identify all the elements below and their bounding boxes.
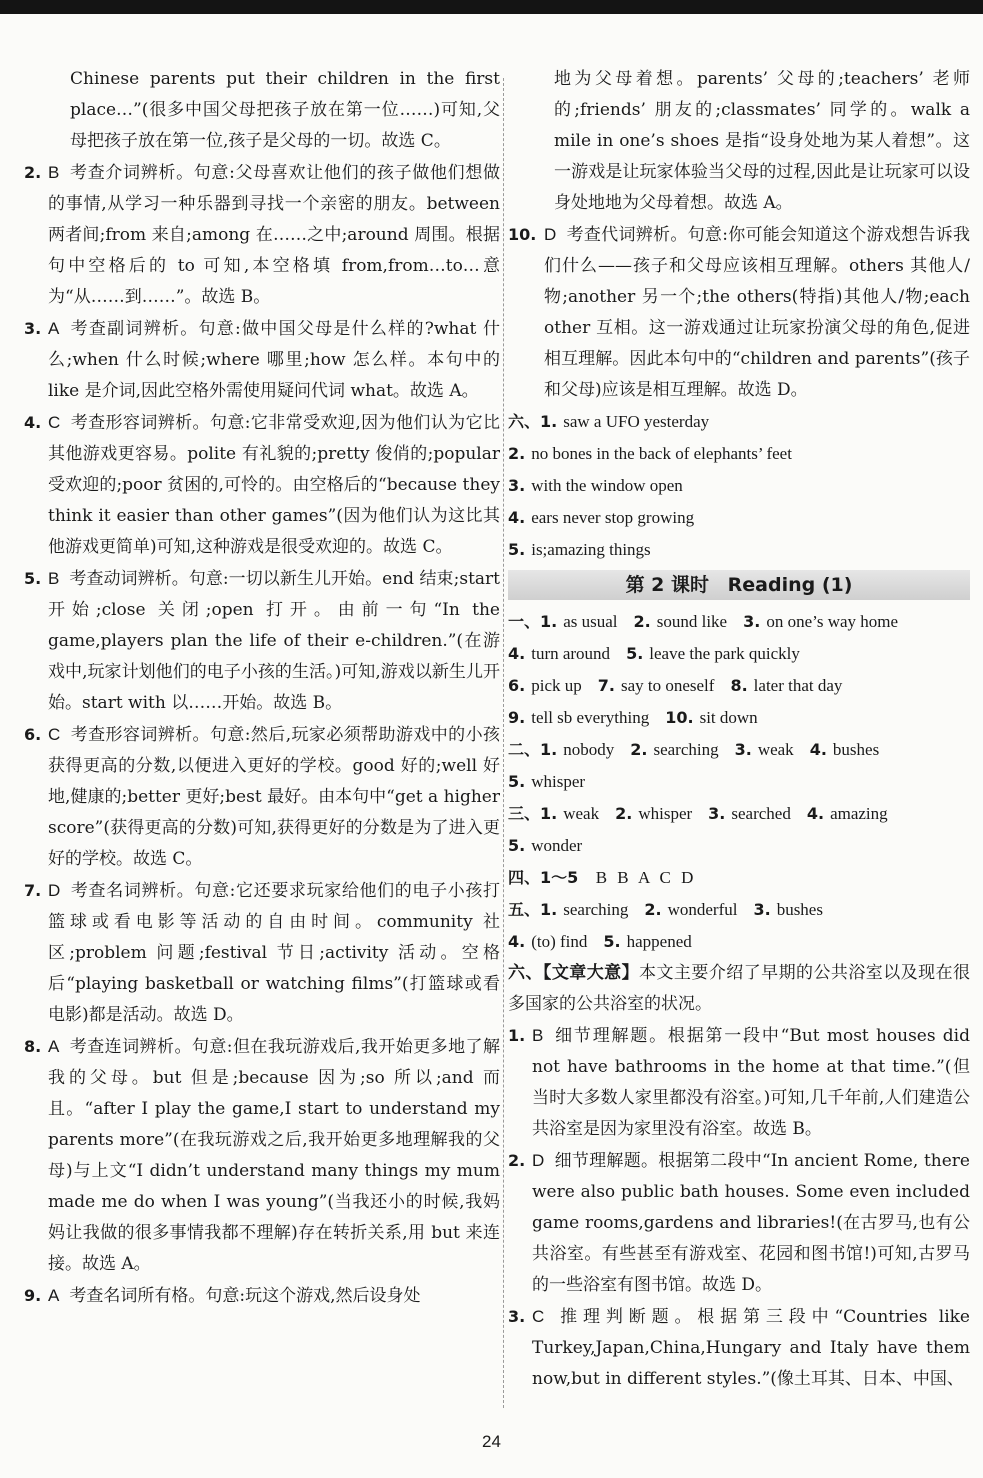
- summary-text: 本文主要介绍了早期的公共浴室以及现在很多国家的公共浴室的状况。: [508, 963, 971, 1014]
- row-value: sound like: [656, 612, 728, 631]
- answer-item: [24, 563, 500, 719]
- item-number: 7.: [24, 881, 42, 900]
- answer-item: [24, 1280, 500, 1312]
- answer-item: [508, 1020, 970, 1145]
- answer-row: [508, 734, 970, 766]
- item-body: [24, 1280, 500, 1312]
- row-number: 2.: [615, 804, 633, 823]
- answer-item: [24, 157, 500, 313]
- item-text: 地为父母着想。parents’ 父母的;teachers’ 老师的;friends’ 朋友的;classmates’ 同学的。walk a mile in one’s shoes 是指“设身处地为某人着想”。这一游戏是让玩家体验当父母的过程,因此是让玩家可以设身处地地为父母着想。故选 A。: [554, 69, 970, 213]
- row-value: nobody: [563, 740, 615, 759]
- row-number: 1.: [540, 612, 558, 631]
- row-number: 5.: [508, 836, 526, 855]
- answer-item: [24, 875, 500, 1031]
- section-label: 六、: [508, 412, 541, 431]
- item-number: 3.: [508, 1307, 526, 1326]
- section-label: 一、: [508, 612, 541, 631]
- item-text: 考查形容词辨析。句意:它非常受欢迎,因为他们认为它比其他游戏更容易。polite 有礼貌的;pretty 俊俏的;popular 受欢迎的;poor 贫困的,可怜的。由空格后的“because they think it easier than other games”(因为他们认为这比其他游戏更简单)可知,这种游戏是很受欢迎的。故选 C。: [48, 413, 500, 557]
- answer-item: [508, 1145, 970, 1301]
- row-number: 3.: [708, 804, 726, 823]
- row-value: weak: [563, 804, 600, 823]
- row-value: searching: [563, 900, 629, 919]
- item-answer: B: [532, 1026, 544, 1045]
- row-number: 2.: [630, 740, 648, 759]
- item-body: [24, 407, 500, 563]
- answer-row: [508, 830, 970, 862]
- item-body: [24, 157, 500, 313]
- answer-row: [508, 638, 970, 670]
- page-number: 24: [482, 1432, 501, 1451]
- row-number: 5.: [508, 540, 526, 559]
- item-number: 2.: [508, 1151, 526, 1170]
- item-text: 考查连词辨析。句意:但在我玩游戏后,我开始更多地了解我的父母。but 但是;because 因为;so 所以;and 而且。“after I play the game,I start to understand my parents more”(在我玩游戏之后,我开始更多地理解我的父母)与上文“I didn’t understand many things my mum made me do when I was young”(当我还小的时候,我妈妈让我做的很多事情我都不理解)存在转折关系,用 but 来连接。故选 A。: [48, 1037, 500, 1274]
- row-value: turn around: [531, 644, 611, 663]
- item-body: [24, 875, 500, 1031]
- section-one-answers: [508, 606, 970, 734]
- answer-item: [508, 64, 970, 219]
- row-number: 7.: [597, 676, 615, 695]
- row-number: 3.: [743, 612, 761, 631]
- row-value: bushes: [776, 900, 823, 919]
- row-number: 3.: [753, 900, 771, 919]
- item-body: [24, 1031, 500, 1280]
- lesson-title-part1: 第 2 课时: [625, 574, 710, 596]
- row-number: 4.: [508, 644, 526, 663]
- right-answer-items: [508, 64, 970, 406]
- row-value: no bones in the back of elephants’ feet: [531, 444, 792, 463]
- row-value: searched: [731, 804, 791, 823]
- row-value: leave the park quickly: [649, 644, 800, 663]
- row-number: 9.: [508, 708, 526, 727]
- item-body: [24, 64, 500, 157]
- item-text: 细节理解题。根据第一段中“But most houses did not have bathrooms in the home at that time.”(但当时大多数人家里都没有浴室。)可知,几千年前,人们建造公共浴室是因为家里没有浴室。故选 B。: [532, 1026, 970, 1139]
- row-value: happened: [626, 932, 692, 951]
- answer-item: [24, 313, 500, 407]
- answer-row: [508, 438, 970, 470]
- item-text: 考查形容词辨析。句意:然后,玩家必须帮助游戏中的小孩获得更高的分数,以便进入更好的学校。good 好的;well 好地,健康的;better 更好;best 最好。由本句中“get a higher score”(获得更高的分数)可知,获得更好的分数是为了进入更好的学校。故选 C。: [48, 725, 500, 869]
- item-text: 细节理解题。根据第二段中“In ancient Rome, there were also public bath houses. Some even included game rooms,gardens and libraries!(在古罗马,也有公共浴室。有些甚至有游戏室、花园和图书馆!)可知,古罗马的一些浴室有图书馆。故选 D。: [532, 1151, 970, 1295]
- section-six-b-label: 六、: [508, 963, 543, 983]
- section-six-b-items: [508, 1020, 970, 1395]
- section-four-answers: [508, 862, 970, 894]
- answer-row: [508, 798, 970, 830]
- row-value: wonderful: [667, 900, 738, 919]
- item-body: [508, 1145, 970, 1301]
- item-body: [24, 313, 500, 407]
- row-value: later that day: [753, 676, 843, 695]
- item-answer: D: [48, 881, 61, 900]
- item-number: 6.: [24, 725, 42, 744]
- item-answer: D: [532, 1151, 545, 1170]
- item-answer: A: [48, 1286, 60, 1305]
- row-number: 5.: [603, 932, 621, 951]
- row-value: whisper: [638, 804, 693, 823]
- row-value: with the window open: [531, 476, 683, 495]
- answer-row: [508, 926, 970, 958]
- answer-row: [508, 606, 970, 638]
- row-value: bushes: [832, 740, 880, 759]
- item-number: 4.: [24, 413, 42, 432]
- item-answer: A: [48, 1037, 60, 1056]
- row-value: weak: [757, 740, 794, 759]
- lesson-title-part2: Reading (1): [727, 574, 853, 596]
- item-number: 10.: [508, 225, 537, 244]
- summary-tag: 【文章大意】: [542, 963, 640, 983]
- answer-item: [24, 1031, 500, 1280]
- item-body: [508, 1020, 970, 1145]
- answer-item: [508, 1301, 970, 1395]
- item-text: 考查代词辨析。句意:你可能会知道这个游戏想告诉我们什么——孩子和父母应该相互理解。others 其他人/物;another 另一个;the others(特指)其他人/物;each other 互相。这一游戏通过让玩家扮演父母的角色,促进相互理解。因此本句中的“children and parents”(孩子和父母)应该是相互理解。故选 D。: [544, 225, 970, 400]
- item-answer: C: [532, 1307, 545, 1326]
- answer-item: [24, 719, 500, 875]
- row-number: 5.: [626, 644, 644, 663]
- item-body: [508, 64, 970, 219]
- left-column: [24, 64, 500, 1312]
- item-text: 推理判断题。根据第三段中“Countries like Turkey,Japan,China,Hungary and Italy have them now,but in different styles.”(像土耳其、日本、中国、: [532, 1307, 970, 1389]
- item-number: 3.: [24, 319, 42, 338]
- section-four-values: B B A C D: [595, 868, 697, 887]
- item-number: 8.: [24, 1037, 42, 1056]
- item-answer: B: [48, 569, 60, 588]
- item-answer: C: [48, 413, 61, 432]
- row-value: sit down: [699, 708, 758, 727]
- row-number: 6.: [508, 676, 526, 695]
- item-number: 5.: [24, 569, 42, 588]
- row-value: tell sb everything: [531, 708, 650, 727]
- answer-row: [508, 470, 970, 502]
- row-value: ears never stop growing: [531, 508, 695, 527]
- section-label: 五、: [508, 900, 541, 919]
- answer-row: [508, 670, 970, 702]
- section-three-answers: [508, 798, 970, 862]
- row-number: 3.: [508, 476, 526, 495]
- section-four-range: 1～5: [540, 868, 579, 887]
- row-number: 10.: [665, 708, 694, 727]
- row-value: (to) find: [531, 932, 588, 951]
- row-number: 2.: [644, 900, 662, 919]
- row-number: 1.: [540, 900, 558, 919]
- item-text: 考查副词辨析。句意:做中国父母是什么样的?what 什么;when 什么时候;where 哪里;how 怎么样。本句中的 like 是介词,因此空格外需使用疑问代词 what。故选 A。: [48, 319, 500, 401]
- row-value: as usual: [563, 612, 618, 631]
- section-four-label: 四、: [508, 868, 541, 887]
- item-body: [24, 719, 500, 875]
- item-number: 2.: [24, 163, 42, 182]
- answer-row: [508, 502, 970, 534]
- section-five-answers: [508, 894, 970, 958]
- item-body: [24, 563, 500, 719]
- row-number: 4.: [508, 508, 526, 527]
- section-six-summary: [508, 958, 970, 1020]
- row-value: whisper: [531, 772, 586, 791]
- row-value: pick up: [531, 676, 582, 695]
- row-number: 5.: [508, 772, 526, 791]
- item-answer: B: [48, 163, 60, 182]
- right-column: [508, 64, 970, 1395]
- item-text: 考查名词辨析。句意:它还要求玩家给他们的电子小孩打篮球或看电影等活动的自由时间。community 社区;problem 问题;festival 节日;activity 活动。空格后“playing basketball or watching films”(打篮球或看电影)都是活动。故选 D。: [48, 881, 500, 1025]
- item-text: 考查名词所有格。句意:玩这个游戏,然后设身处: [69, 1286, 421, 1306]
- answer-row: [508, 894, 970, 926]
- row-number: 8.: [730, 676, 748, 695]
- item-text: Chinese parents put their children in the first place…”(很多中国父母把孩子放在第一位……)可知,父母把孩子放在第一位,孩子是父母的一切。故选 C。: [70, 69, 500, 151]
- row-value: searching: [653, 740, 719, 759]
- answer-item: [508, 219, 970, 406]
- row-number: 1.: [540, 412, 558, 431]
- section-six-answers: [508, 406, 970, 566]
- item-number: 1.: [508, 1026, 526, 1045]
- row-value: is;amazing things: [531, 540, 651, 559]
- item-body: [508, 219, 970, 406]
- column-divider: [503, 78, 504, 1408]
- row-number: 4.: [806, 804, 825, 823]
- section-label: 二、: [508, 740, 541, 759]
- row-value: on one’s way home: [766, 612, 899, 631]
- row-value: wonder: [531, 836, 583, 855]
- row-number: 3.: [734, 740, 752, 759]
- answer-row: [508, 406, 970, 438]
- answer-row: [508, 702, 970, 734]
- item-answer: D: [544, 225, 557, 244]
- item-text: 考查介词辨析。句意:父母喜欢让他们的孩子做他们想做的事情,从学习一种乐器到寻找一个亲密的朋友。between 两者间;from 来自;among 在……之中;around 周围。根据句中空格后的 to 可知,本空格填 from,from…to…意为“从……到……”。故选 B。: [48, 163, 500, 307]
- row-number: 4.: [508, 932, 526, 951]
- answer-item: [24, 64, 500, 157]
- item-text: 考查动词辨析。句意:一切以新生儿开始。end 结束;start 开始;close 关闭;open 打开。由前一句“In the game,players plan the life of their e-children.”(在游戏中,玩家计划他们的电子小孩的生活。)可知,游戏以新生儿开始。start with 以……开始。故选 B。: [48, 569, 500, 713]
- section-two-answers: [508, 734, 970, 798]
- answer-row: [508, 766, 970, 798]
- row-number: 2.: [633, 612, 651, 631]
- item-answer: A: [48, 319, 60, 338]
- row-value: say to oneself: [620, 676, 715, 695]
- answer-row: [508, 534, 970, 566]
- row-value: amazing: [830, 804, 888, 823]
- item-answer: C: [48, 725, 61, 744]
- top-edge-bar: [0, 0, 983, 14]
- answer-item: [24, 407, 500, 563]
- section-label: 三、: [508, 804, 541, 823]
- item-number: 9.: [24, 1286, 42, 1305]
- row-number: 2.: [508, 444, 526, 463]
- row-number: 4.: [809, 740, 827, 759]
- row-number: 1.: [540, 804, 558, 823]
- lesson-title: [508, 570, 970, 600]
- row-value: saw a UFO yesterday: [563, 412, 710, 431]
- item-body: [508, 1301, 970, 1395]
- row-number: 1.: [540, 740, 558, 759]
